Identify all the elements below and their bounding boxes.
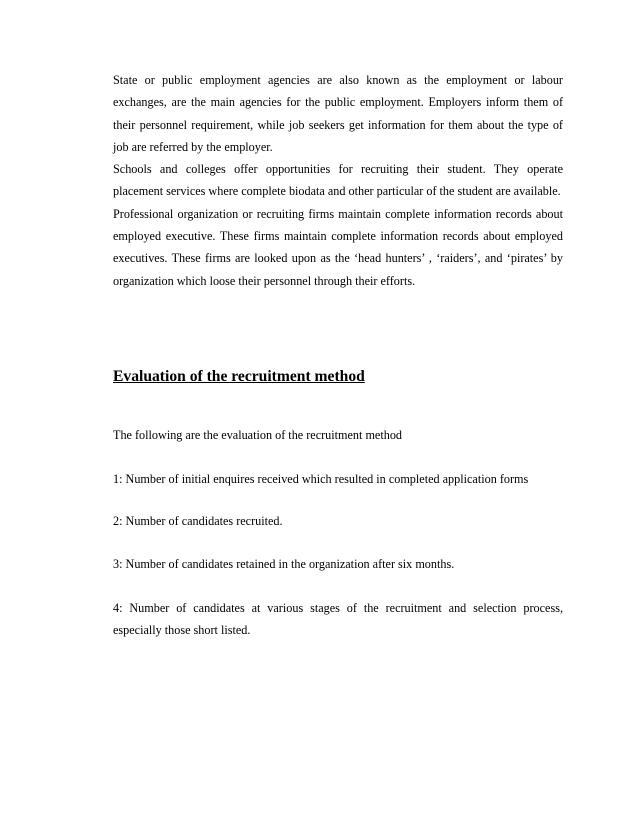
- evaluation-item: 2: Number of candidates recruited.: [113, 514, 283, 528]
- section-intro: The following are the evaluation of the recruitment method: [113, 428, 403, 442]
- paragraph-public-employment-agencies: State or public employment agencies are also known as the employment or labour exchanges, are the main agencies for the public employment. Employers inform them of their personnel requirement, while job seekers get information for them about the type of job are referred by the employer.: [113, 73, 563, 154]
- paragraph-schools-and-colleges: Schools and colleges offer opportunities for recruiting their student. They operate placement services where complete biodata and other particular of the student are available.: [113, 162, 563, 199]
- paragraph-recruiting-firms: Professional organization or recruiting firms maintain complete information records about employed executive. These firms maintain complete information records about employed executives. These firms are looked upon as the ‘head hunters’ , ‘raiders’, and ‘pirates’ by organization which loose their personnel through their efforts.: [113, 206, 563, 288]
- evaluation-item: 1: Number of initial enquires received which resulted in completed application forms: [113, 472, 529, 486]
- evaluation-item: 3: Number of candidates retained in the organization after six months.: [113, 557, 455, 571]
- evaluation-item: 4: Number of candidates at various stages of the recruitment and selection process, especially those short listed.: [113, 601, 563, 638]
- section-heading: Evaluation of the recruitment method: [113, 368, 365, 385]
- body-text-block: [113, 69, 563, 292]
